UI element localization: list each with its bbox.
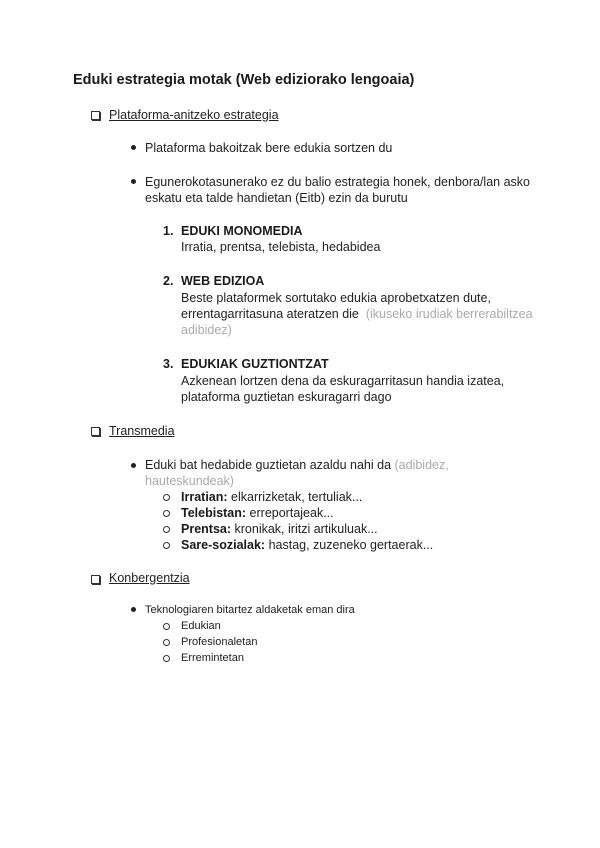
numbered-heading: WEB EDIZIOA (181, 274, 265, 288)
page-title: Eduki estrategia motak (Web ediziorako lengoaia) (73, 72, 415, 88)
circle-bullet-icon (163, 510, 170, 517)
list-item-continuation: eskatu eta talde handietan (Eitb) ezin da burutu (145, 191, 408, 205)
list-number: 2. (163, 274, 174, 288)
circle-bullet-icon (163, 655, 170, 662)
checkbox-bullet-icon (91, 111, 100, 120)
section-heading-transmedia: Transmedia (109, 424, 175, 438)
sub-list-item: Telebistan: erreportajeak... (181, 506, 334, 520)
list-item: Teknologiaren bitartez aldaketak eman dira (145, 604, 355, 616)
checkbox-bullet-icon (91, 575, 100, 584)
sub-list-item: Profesionaletan (181, 636, 258, 648)
sub-list-item: Sare-sozialak: hastag, zuzeneko gertaerak... (181, 538, 434, 552)
circle-bullet-icon (163, 542, 170, 549)
circle-bullet-icon (163, 639, 170, 646)
example-note: (ikuseko irudiak berrerabiltzea (365, 307, 533, 321)
numbered-text: Beste plataformek sortutako edukia aprobetxatzen dute, (181, 291, 491, 305)
sub-list-item: Erremintetan (181, 652, 244, 664)
list-number: 1. (163, 224, 174, 238)
bullet-icon (131, 145, 136, 150)
numbered-text: errentagarritasuna ateratzen die (ikuseko irudiak berrerabiltzea (181, 307, 533, 321)
section-heading-konbergentzia: Konbergentzia (109, 571, 190, 585)
circle-bullet-icon (163, 494, 170, 501)
bullet-icon (131, 179, 136, 184)
example-note: hauteskundeak) (145, 474, 234, 488)
list-number: 3. (163, 357, 174, 371)
sub-list-item: Edukian (181, 620, 221, 632)
list-item: Plataforma bakoitzak bere edukia sortzen du (145, 141, 393, 155)
example-note: adibidez) (181, 323, 232, 337)
numbered-text: Azkenean lortzen dena da eskuragarritasun handia izatea, (181, 374, 505, 388)
numbered-heading: EDUKIAK GUZTIONTZAT (181, 357, 329, 371)
numbered-heading: EDUKI MONOMEDIA (181, 224, 303, 238)
bullet-icon (131, 607, 136, 612)
section-heading-plataforma-anitzeko: Plataforma-anitzeko estrategia (109, 108, 279, 122)
sub-list-item: Prentsa: kronikak, iritzi artikuluak... (181, 522, 378, 536)
sub-list-item: Irratian: elkarrizketak, tertuliak... (181, 490, 363, 504)
circle-bullet-icon (163, 526, 170, 533)
numbered-text: Irratia, prentsa, telebista, hedabidea (181, 240, 381, 254)
checkbox-bullet-icon (91, 427, 100, 436)
list-item: Eduki bat hedabide guztietan azaldu nahi da (adibidez, (145, 458, 449, 472)
bullet-icon (131, 463, 136, 468)
example-note: (adibidez, (394, 458, 449, 472)
list-item: Egunerokotasunerako ez du balio estrategia honek, denbora/lan asko (145, 175, 530, 189)
numbered-text: plataforma guztietan eskuragarri dago (181, 390, 392, 404)
circle-bullet-icon (163, 623, 170, 630)
